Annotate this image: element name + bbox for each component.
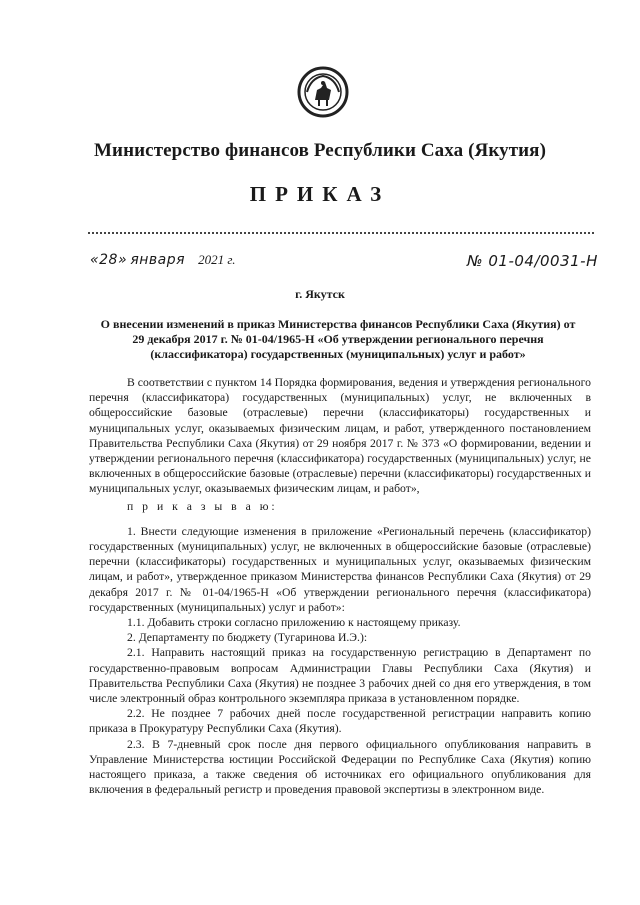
paragraph-2-2: 2.2. Не позднее 7 рабочих дней после государственной регистрации направить копию приказа в Прокуратуру Республики Саха (Якутия). xyxy=(89,707,591,736)
preamble: В соответствии с пунктом 14 Порядка формирования, ведения и утверждения регионального перечня (классификатора) государственных (муниципальных) услуг, не включенных в общероссийские базовые (отраслевые) перечни (классификаторы) государственных и муниципальных услуг, оказываемых физическим лицам, и работ, утвержденного постановлением Правительства Республики Саха (Якутия) от 29 ноября 2017 г. № 373 «О формировании, ведении и утверждении регионального перечня (классификатора) государственных (муниципальных) услуг, не включенных в общероссийские базовые (отраслевые) перечни (классификаторы) государственных и муниципальных услуг, оказываемых физическим лицам, и работ», xyxy=(89,376,591,496)
ministry-name: Министерство финансов Республики Саха (Якутия) xyxy=(93,140,546,161)
paragraph-1: 1. Внести следующие изменения в приложение «Региональный перечень (классификатор) государственных (муниципальных) услуг, не включенных в общероссийские базовые (отраслевые) перечни (классификаторы) государственных и муниципальных услуг, оказываемых физическим лицам, и работ», утвержденное приказом Министерства финансов Республики Саха (Якутия) от 29 декабря 2017 г. № 01-04/1965-Н «Об утверждении регионального перечня (классификатора) государственных (муниципальных) услуг и работ»: xyxy=(89,524,591,614)
header-divider xyxy=(88,232,594,234)
order-date xyxy=(90,252,235,268)
city: г. Якутск xyxy=(295,287,345,301)
paragraph-1-1: 1.1. Добавить строки согласно приложению к настоящему приказу. xyxy=(127,616,461,630)
paragraph-2: 2. Департаменту по бюджету (Тугаринова И.Э.): xyxy=(127,631,368,645)
paragraph-2-1: 2.1. Направить настоящий приказ на государственную регистрацию в Департамент по государственно-правовым вопросам Администрации Главы Республики Саха (Якутия) и Правительства Республики Саха (Якутия) не позднее 3 рабочих дней со дня его утверждения, в том числе электронный образ контрольного экземпляра приказа в установленном порядке. xyxy=(89,646,591,706)
date-month: января xyxy=(130,252,186,268)
order-title: О внесении изменений в приказ Министерства финансов Республики Саха (Якутия) от 29 декабря 2017 г. № 01-04/1965-Н «Об утверждении регионального перечня (классификатора) государственных (муниципальных) услуг и работ» xyxy=(100,317,576,361)
order-body xyxy=(89,375,591,797)
order-number: № 01-04/0031-Н xyxy=(467,252,598,270)
order-word: п р и к а з ы в а ю: xyxy=(127,499,278,513)
date-day: «28» xyxy=(90,252,128,268)
document-type: ПРИКАЗ xyxy=(249,182,391,206)
coat-of-arms-icon xyxy=(297,66,349,118)
paragraph-2-3: 2.3. В 7-дневный срок после дня первого официального опубликования направить в Управление Министерства юстиции Российской Федерации по Республике Саха (Якутия) копию настоящего приказа, а также сведения об источниках его официального опубликования для включения в федеральный регистр и проведения правовой экспертизы в электронном виде. xyxy=(89,737,591,797)
date-year: 2021 г. xyxy=(198,252,236,267)
